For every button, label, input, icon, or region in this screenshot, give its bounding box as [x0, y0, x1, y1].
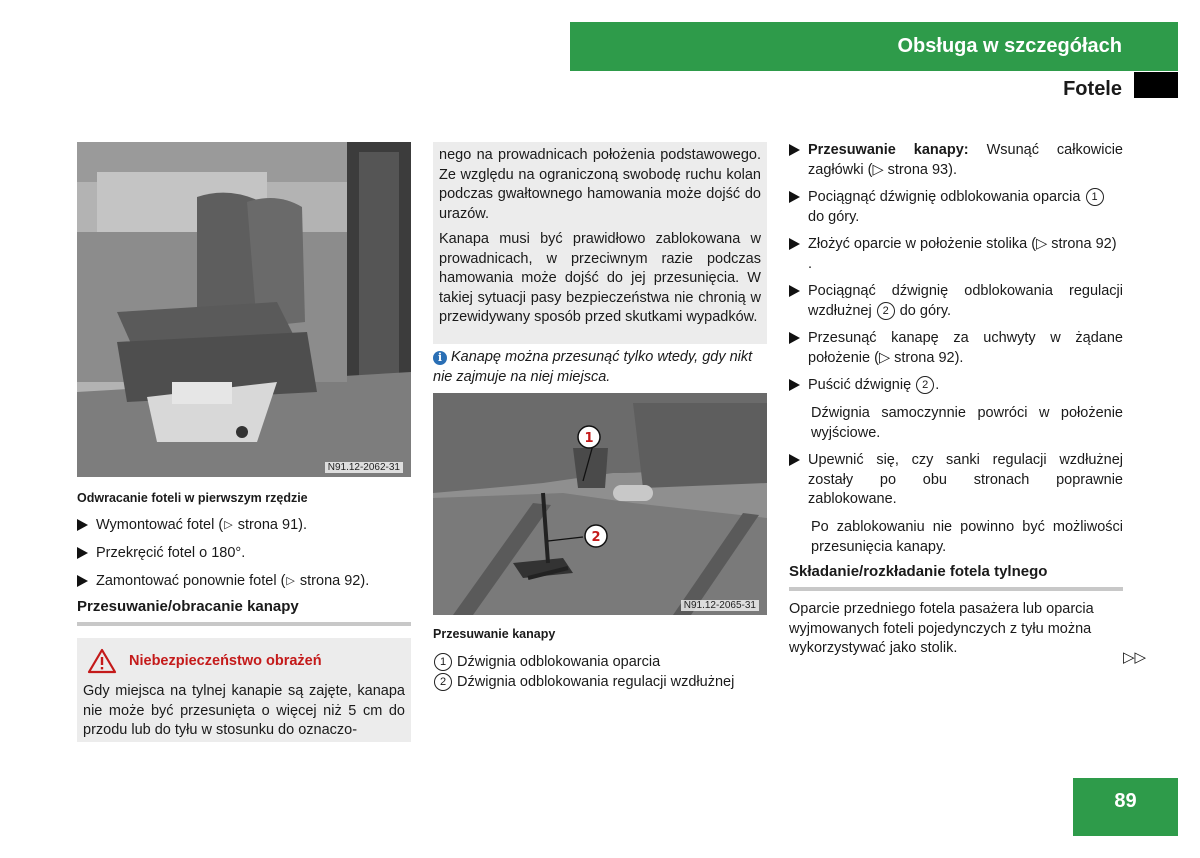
step-arrow-icon [77, 547, 88, 559]
note-locked: Po zablokowaniu nie powinno być możliwości przesunięcia kanapy. [811, 519, 1123, 555]
step-release-lever: Puścić dźwignię 2 . [789, 376, 1123, 396]
step-arrow-icon [789, 332, 800, 344]
figure-caption: Odwracanie foteli w pierwszym rzędzie [77, 491, 308, 505]
step-check-lock: Upewnić się, czy sanki regulacji wzdłużnej zostały po obu stronach poprawnie zablokowane. [789, 451, 1123, 510]
warning-header [87, 648, 322, 674]
step-arrow-icon [789, 191, 800, 203]
warning-triangle-icon [87, 648, 117, 674]
figure-seats-photo [77, 142, 411, 477]
warning-text-continued: nego na prowadnicach położenia podstawowego. Ze względu na ograniczoną swobodę ruchu kolan podczas gwałtownego hamowania może dojść do urazów. [439, 147, 761, 222]
legend-item-1: 1 Dźwignia odblokowania oparcia [433, 653, 769, 673]
chapter-title: Obsługa w szczegółach [897, 35, 1122, 57]
continue-icon: ▷▷ [1123, 649, 1147, 666]
step-arrow-icon [789, 285, 800, 297]
step-arrow-icon [789, 454, 800, 466]
callout-number: 2 [434, 673, 452, 691]
legend-item-2: 2 Dźwignia odblokowania regulacji wzdłużnej [433, 673, 769, 693]
figure-caption: Przesuwanie kanapy [433, 627, 556, 641]
step-3: Zamontować ponownie fotel (▷ strona 92). [77, 572, 411, 592]
step-arrow-icon [77, 519, 88, 531]
step-pull-slide-lever: Pociągnąć dźwignię odblokowania regulacji wzdłużnej 2 do góry. [789, 282, 1123, 321]
step-1: Wymontować fotel (▷ strona 91). [77, 516, 411, 536]
step-arrow-icon [789, 144, 800, 156]
section-title: Fotele [1063, 78, 1122, 100]
lever-illustration [433, 393, 767, 615]
warning-title: Niebezpieczeństwo obrażeń [129, 653, 322, 669]
warning-box [77, 638, 411, 742]
page-number: 89 [1073, 778, 1178, 836]
seats-illustration [77, 142, 411, 477]
step-arrow-icon [789, 379, 800, 391]
warning-text-2: Kanapa musi być prawidłowo zablokowana w prowadnicach, w przeciwnym razie podczas hamowania może dojść do jej przesunięcia. W takiej sytuacji pasy bezpieczeństwa nie chronią w przewidywany sposób przed skutkami wypadków. [439, 231, 761, 325]
step-pull-backrest-lever: Pociągnąć dźwignię odblokowania oparcia 1 do góry. [789, 188, 1123, 227]
step-move-bench: Przesuwanie kanapy: Wsunąć całkowicie zagłówki (▷ strona 93). [789, 141, 1123, 180]
step-2: Przekręcić fotel o 180°. [77, 544, 411, 564]
section-heading: Składanie/rozkładanie fotela tylnego [789, 563, 1048, 580]
info-icon: i [433, 351, 447, 365]
figure-code: N91.12-2062-31 [325, 462, 403, 473]
callout-number: 1 [434, 653, 452, 671]
heading-rule [789, 587, 1123, 591]
info-note: i Kanapę można przesunąć tylko wtedy, gdy nikt nie zajmuje na niej miejsca. [433, 349, 753, 385]
figure-code: N91.12-2065-31 [681, 600, 759, 611]
callout-1: 1 [584, 431, 594, 446]
section-heading: Przesuwanie/obracanie kanapy [77, 598, 299, 615]
heading-rule [77, 622, 411, 626]
paragraph-table-use: Oparcie przedniego fotela pasażera lub oparcia wyjmowanych foteli pojedynczych z tyłu można wykorzystywać jako stolik. [789, 601, 1094, 656]
step-arrow-icon [77, 575, 88, 587]
step-fold-backrest: Złożyć oparcie w położenie stolika (▷ strona 92) . [789, 235, 1123, 274]
step-slide-bench: Przesunąć kanapę za uchwyty w żądane położenie (▷ strona 92). [789, 329, 1123, 368]
section-marker [1134, 72, 1178, 98]
figure-lever-photo [433, 393, 767, 615]
callout-2: 2 [591, 530, 601, 545]
note-lever-returns: Dźwignia samoczynnie powróci w położenie wyjściowe. [811, 405, 1123, 441]
step-arrow-icon [789, 238, 800, 250]
warning-text: Gdy miejsca na tylnej kanapie są zajęte, kanapa nie może być przesunięta o więcej niż 5 cm do przodu lub do tyłu w stosunku do oznaczo- [83, 683, 405, 738]
chapter-header-bar [570, 22, 1178, 71]
warning-box-continued [433, 142, 767, 344]
